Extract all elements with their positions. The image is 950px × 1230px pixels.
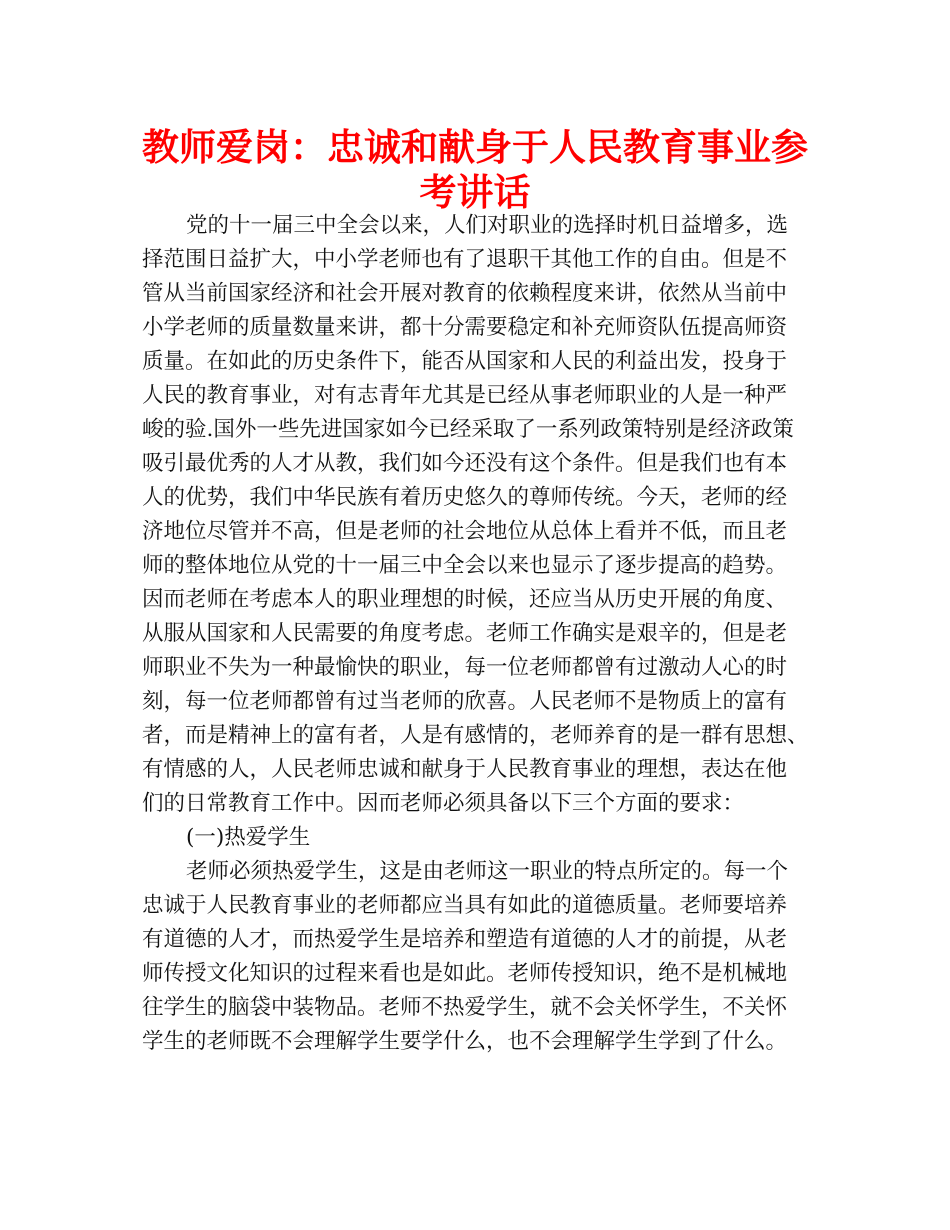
body-line: 吸引最优秀的人才从教，我们如今还没有这个条件。但是我们也有本 <box>142 451 788 476</box>
body-line: 师传授文化知识的过程来看也是如此。老师传授知识，绝不是机械地 <box>142 961 788 986</box>
body-line: 有道德的人才，而热爱学生是培养和塑造有道德的人才的前提，从老 <box>142 927 788 952</box>
body-line: 峻的验.国外一些先进国家如今已经采取了一系列政策特别是经济政策 <box>142 417 794 442</box>
body-line: 们的日常教育工作中。因而老师必须具备以下三个方面的要求： <box>142 791 745 816</box>
body-line: 党的十一届三中全会以来，人们对职业的选择时机日益增多，选 <box>186 213 789 238</box>
section-heading: (一)热爱学生 <box>186 825 311 850</box>
body-line: 刻，每一位老师都曾有过当老师的欣喜。人民老师不是物质上的富有 <box>142 689 788 714</box>
body-line: 从服从国家和人民需要的角度考虑。老师工作确实是艰辛的，但是老 <box>142 621 788 646</box>
body-line: 因而老师在考虑本人的职业理想的时候，还应当从历史开展的角度、 <box>142 587 788 612</box>
body-line: 人的优势，我们中华民族有着历史悠久的尊师传统。今天，老师的经 <box>142 485 788 510</box>
body-line: 小学老师的质量数量来讲，都十分需要稳定和补充师资队伍提高师资 <box>142 315 788 340</box>
body-line: 忠诚于人民教育事业的老师都应当具有如此的道德质量。老师要培养 <box>142 893 788 918</box>
body-line: 学生的老师既不会理解学生要学什么，也不会理解学生学到了什么。 <box>142 1029 788 1054</box>
body-line: 管从当前国家经济和社会开展对教育的依赖程度来讲，依然从当前中 <box>142 281 788 306</box>
body-line: 济地位尽管并不高，但是老师的社会地位从总体上看并不低，而且老 <box>142 519 788 544</box>
body-line: 师职业不失为一种最愉快的职业，每一位老师都曾有过激动人心的时 <box>142 655 788 680</box>
document-title-line-2: 考讲话 <box>419 171 531 214</box>
body-line: 择范围日益扩大，中小学老师也有了退职干其他工作的自由。但是不 <box>142 247 788 272</box>
body-line: 者，而是精神上的富有者，人是有感情的，老师养育的是一群有思想、 <box>142 723 809 748</box>
body-line: 有情感的人，人民老师忠诚和献身于人民教育事业的理想，表达在他 <box>142 757 788 782</box>
document-title-line-1: 教师爱岗：忠诚和献身于人民教育事业参 <box>142 126 808 169</box>
body-line: 人民的教育事业，对有志青年尤其是已经从事老师职业的人是一种严 <box>142 383 788 408</box>
body-line: 质量。在如此的历史条件下，能否从国家和人民的利益出发，投身于 <box>142 349 788 374</box>
body-line: 老师必须热爱学生，这是由老师这一职业的特点所定的。每一个 <box>186 859 789 884</box>
body-line: 师的整体地位从党的十一届三中全会以来也显示了逐步提高的趋势。 <box>142 553 788 578</box>
body-line: 往学生的脑袋中装物品。老师不热爱学生，就不会关怀学生，不关怀 <box>142 995 788 1020</box>
document-body <box>142 209 822 1059</box>
